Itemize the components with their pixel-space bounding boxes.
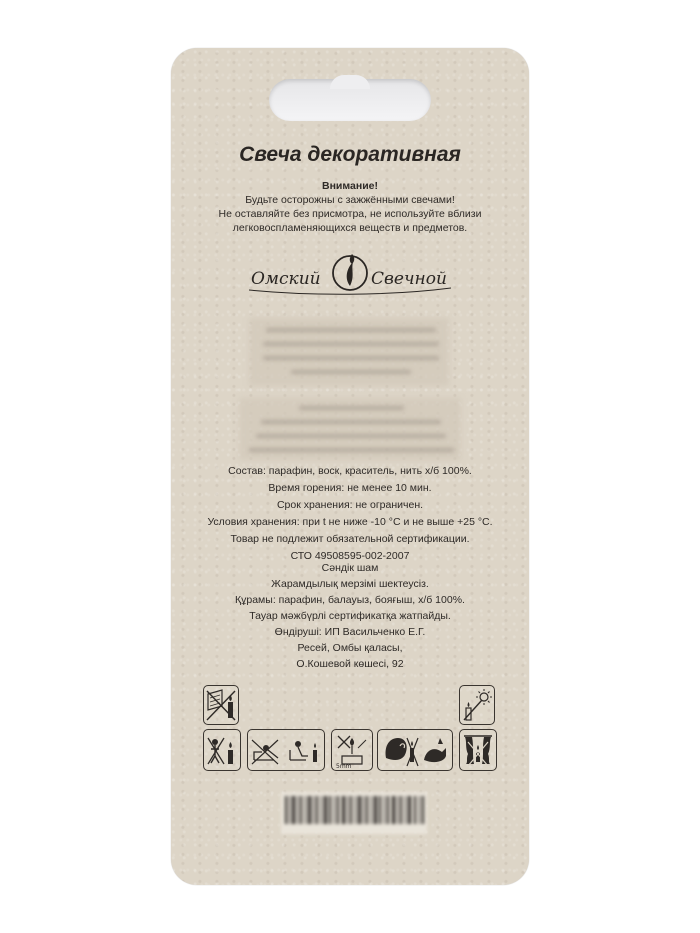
warning-line: Не оставляйте без присмотра, не используйте вблизи [218,208,482,220]
no-curtains-icon [459,729,497,771]
wick-length-label: 5mm [336,763,352,770]
info-line: Өндіруші: ИП Васильченко Е.Г. [274,626,426,638]
blurred-text [263,342,439,346]
info-line: Құрамы: парафин, балауыз, бояғыш, х/б 100%. [235,594,465,606]
blurred-text [256,434,446,438]
no-sleep-icon [247,729,325,771]
info-line: Срок хранения: не ограничен. [276,499,424,511]
product-card [171,48,529,885]
no-draft-icon [203,685,239,725]
no-hair-pets-icon [377,729,453,771]
no-children-icon [203,729,241,771]
blurred-text [261,420,441,424]
no-sunlight-icon [459,685,495,725]
brand-logo [249,240,451,300]
info-line: Ресей, Омбы қаласы, [297,642,403,654]
wick-length-icon [331,729,373,771]
warning-line: Будьте осторожны с зажжёнными свечами! [245,194,455,206]
warning-line: легковоспламеняющихся веществ и предметов. [232,222,468,234]
info-line: Условия хранения: при t не ниже -10 °С и не выше +25 °С. [207,516,493,528]
product-title: Свеча декоративная [239,143,461,166]
logo-text-right: Свечной [371,269,447,289]
blurred-text [299,406,404,410]
info-line: Тауар мәжбүрлі сертификатқа жатпайды. [249,610,451,622]
blurred-text [291,370,411,374]
blurred-text [266,328,436,332]
info-line: О.Кошевой көшесі, 92 [296,658,404,670]
info-line: Время горения: не менее 10 мин. [268,482,432,494]
candle-flame-icon [333,254,367,290]
barcode [281,792,427,834]
info-ru [171,463,529,565]
info-line: Товар не подлежит обязательной сертификации. [230,533,470,545]
info-line: Жарамдылық мерзімі шектеусіз. [271,578,429,590]
warning-block [171,179,529,235]
info-line: Состав: парафин, воск, краситель, нить х/б 100%. [228,465,472,477]
warning-heading: Внимание! [322,180,378,192]
info-line: Сәндік шам [321,562,379,574]
logo-text-left: Омский [251,269,321,289]
blurred-text [263,356,439,360]
blurred-text [249,448,454,452]
hang-hole-notch [330,75,370,89]
info-kz [171,560,529,672]
info-line: СТО 49508595-002-2007 [290,550,410,562]
